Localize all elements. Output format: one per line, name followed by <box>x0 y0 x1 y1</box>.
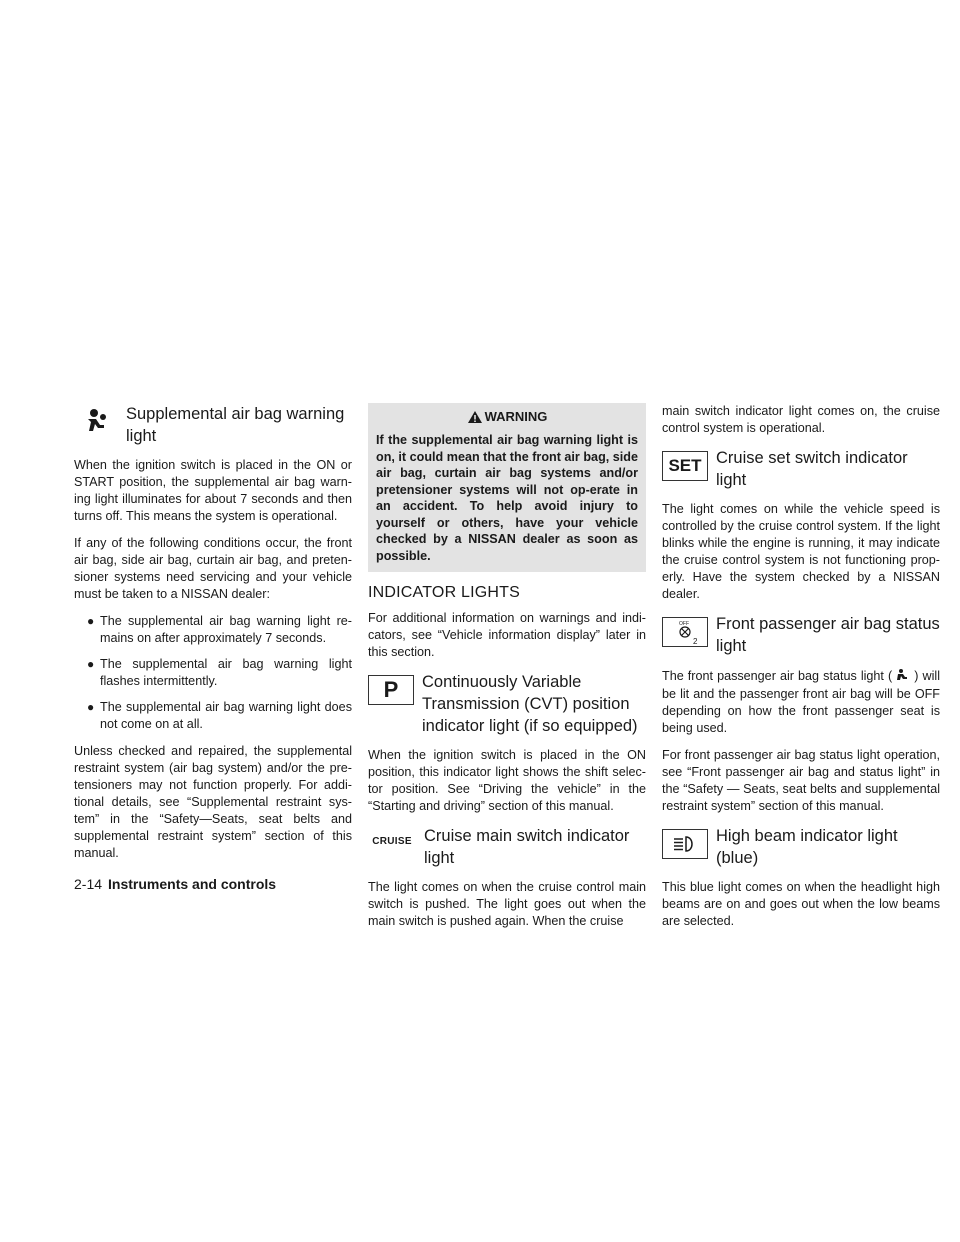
svg-text:OFF: OFF <box>679 621 689 627</box>
paragraph: When the ignition switch is placed in the ON position, this indicator light shows the shift selec-tor position. See “Driving the vehicle” in the “Starting and driving” section of this manual. <box>368 748 646 813</box>
section-title: Cruise set switch indicator light <box>716 449 908 489</box>
high-beam-heading <box>662 825 940 869</box>
paragraph: For additional information on warnings and indi-cators, see “Vehicle information display” later in this section. <box>368 611 646 659</box>
warning-heading: WARNING <box>376 409 638 424</box>
column-2 <box>368 403 646 940</box>
cruise-set-heading <box>662 447 940 491</box>
list-item: ● The supplemental air bag warning light re-mains on after approximately 7 seconds. <box>87 614 352 645</box>
page-footer <box>74 876 276 892</box>
list-item: ● The supplemental air bag warning light does not come on at all. <box>87 700 352 731</box>
paragraph: If any of the following conditions occur, the front air bag, side air bag, curtain air bag, and preten-sioner systems need servicing and your vehicle must be taken to a NISSAN dealer: <box>74 536 352 601</box>
cvt-position-icon: P <box>368 675 414 705</box>
bullet-icon: ● <box>87 614 95 628</box>
column-3 <box>662 403 940 940</box>
page-number: 2-14 <box>74 876 103 892</box>
indicator-lights-heading: INDICATOR LIGHTS <box>368 584 520 601</box>
warning-box <box>368 403 646 572</box>
paragraph: This blue light comes on when the headlight high beams are on and goes out when the low beams are selected. <box>662 880 940 928</box>
list-item: ● The supplemental air bag warning light flashes intermittently. <box>87 657 352 688</box>
cruise-main-heading <box>368 825 646 869</box>
passenger-airbag-status-icon <box>662 617 708 647</box>
warning-text: If the supplemental air bag warning light is on, it could mean that the front air bag, side air bag, curtain air bag systems and/or pretensioner systems will not op-erate in an accident. To help avoid injury to yourself or others, have your vehicle checked by a NISSAN dealer as soon as possible. <box>376 433 638 563</box>
paragraph: main switch indicator light comes on, the cruise control system is operational. <box>662 404 940 435</box>
paragraph: For front passenger air bag status light operation, see “Front passenger air bag and status light” in the “Safety — Seats, seat belts and supplemental restraint system” section of this manual. <box>662 748 940 813</box>
warning-triangle-icon <box>467 410 483 424</box>
paragraph: The light comes on when the cruise control main switch is pushed. The light goes out when the main switch is pushed again. When the cruise <box>368 880 646 928</box>
bullet-icon: ● <box>87 657 95 671</box>
section-title: Continuously Variable Transmission (CVT) position indicator light (if so equipped) <box>422 673 638 735</box>
column-1 <box>74 403 352 872</box>
cruise-set-icon: SET <box>662 451 708 481</box>
section-title: High beam indicator light (blue) <box>716 827 898 867</box>
svg-text:2: 2 <box>693 637 698 646</box>
airbag-warning-heading <box>74 403 352 447</box>
high-beam-icon <box>662 829 708 859</box>
chapter-title: Instruments and controls <box>108 876 277 892</box>
paragraph: Unless checked and repaired, the supplemental restraint system (air bag system) and/or the pre-tensioners may not function properly. For addi-tional details, see “Supplemental restraint sys-tem” in the “Safety—Seats, seat belts and supplemental restraint system” section of this manual. <box>74 744 352 860</box>
airbag-warning-icon <box>74 407 118 435</box>
bullet-list <box>74 613 352 733</box>
section-title: Cruise main switch indicator light <box>424 827 630 867</box>
cvt-indicator-heading <box>368 671 646 737</box>
bullet-icon: ● <box>87 700 95 714</box>
section-title: Supplemental air bag warning light <box>126 405 345 445</box>
section-title: Front passenger air bag status light <box>716 615 940 655</box>
paragraph: When the ignition switch is placed in the ON or START position, the supplemental air bag warn-ing light illuminates for about 7 seconds and then turns off. This means the system is operational. <box>74 458 352 523</box>
passenger-airbag-inline-icon <box>892 667 914 686</box>
paragraph: The front passenger air bag status light ( ) will be lit and the passenger front air bag will be OFF depending on how the front passenger seat is being used. <box>662 668 940 735</box>
passenger-airbag-heading <box>662 613 940 657</box>
paragraph: The light comes on while the vehicle speed is controlled by the cruise control system. If the light blinks while the engine is running, it may indicate the cruise control system is not functioning prop-erly. Have the system checked by a NISSAN dealer. <box>662 502 940 601</box>
cruise-icon: CRUISE <box>372 835 412 847</box>
